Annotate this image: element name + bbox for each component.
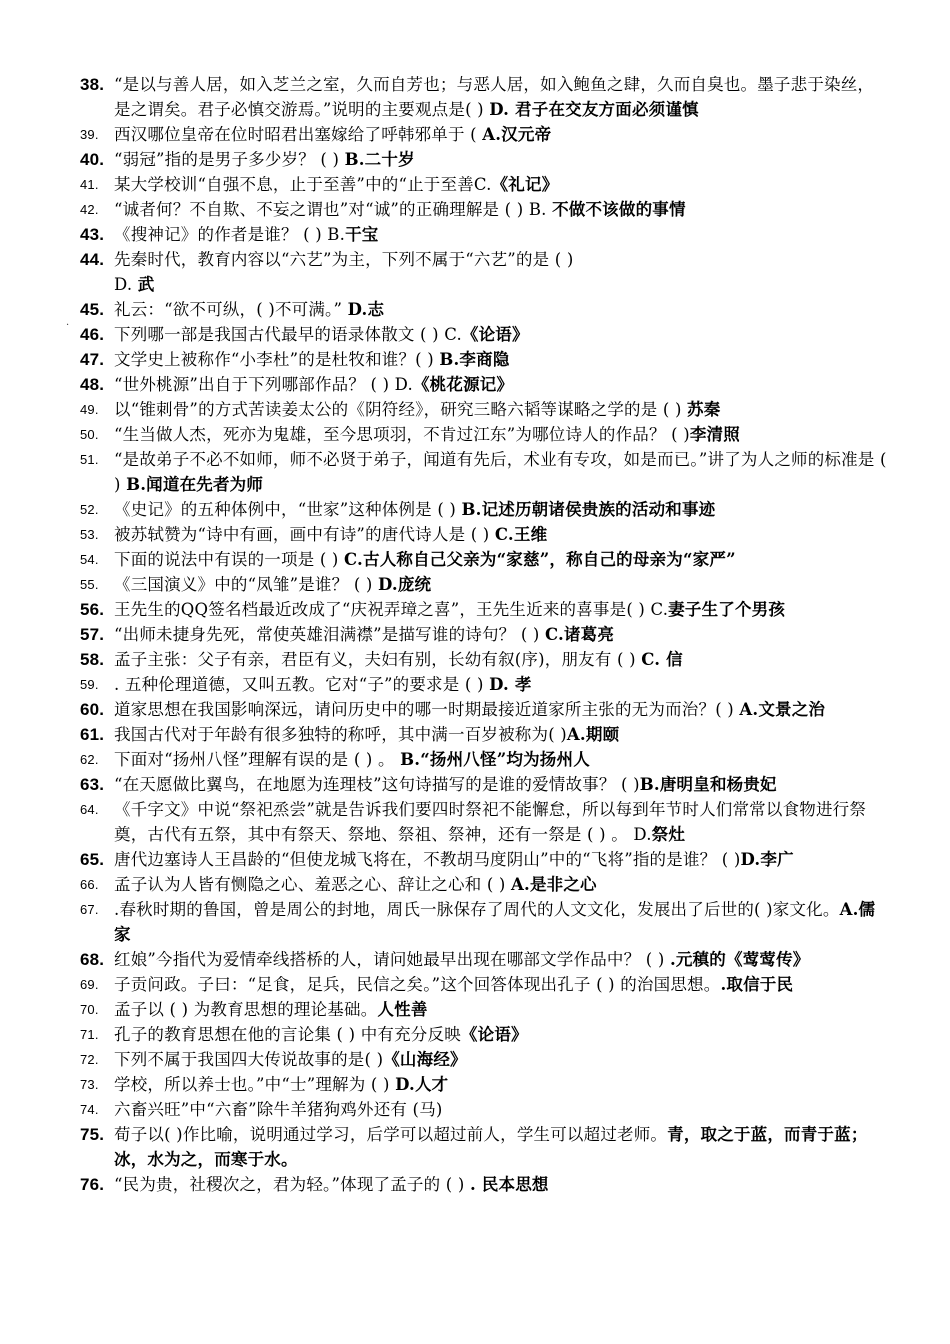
question-number: 68. bbox=[80, 950, 105, 969]
answer-text: A.期颐 bbox=[566, 725, 620, 744]
question-text: 先秦时代，教育内容以“六艺”为主，下列不属于“六艺”的是 ( ) bbox=[114, 250, 574, 269]
question-text: “出师未捷身先死，常使英雄泪满襟”是描写谁的诗句？ ( ) bbox=[114, 625, 545, 644]
question-item bbox=[0, 122, 950, 147]
answer-text: 《礼记》 bbox=[491, 175, 559, 194]
question-item bbox=[0, 372, 950, 397]
answer-text: A.儒家 bbox=[114, 900, 876, 944]
question-text: 六畜兴旺”中“六畜”除牛羊猪狗鸡外还有 (马) bbox=[114, 1100, 443, 1119]
question-item bbox=[0, 872, 950, 897]
question-item bbox=[0, 297, 950, 322]
question-text: 下面的说法中有误的一项是 ( ) bbox=[114, 550, 345, 569]
question-item bbox=[0, 972, 950, 997]
answer-text: 干宝 bbox=[345, 225, 379, 244]
question-text: 文学史上被称作“小李杜”的是杜牧和谁？( ) bbox=[114, 350, 440, 369]
question-text: .春秋时期的鲁国，曾是周公的封地，周氏一脉保存了周代的人文文化，发展出了后世的( )家文化。 bbox=[114, 900, 840, 919]
question-number: 51. bbox=[80, 452, 99, 467]
answer-text: D.志 bbox=[347, 300, 385, 319]
question-item bbox=[0, 797, 950, 847]
question-text: 西汉哪位皇帝在位时昭君出塞嫁给了呼韩邪单于 ( bbox=[114, 125, 483, 144]
answer-text: 武 bbox=[137, 275, 155, 294]
answer-text: 人性善 bbox=[377, 1000, 428, 1019]
question-item bbox=[0, 147, 950, 172]
question-text: “诚者何？不自欺、不妄之谓也”对“诚”的正确理解是 ( ) B. bbox=[114, 200, 553, 219]
question-number: 41. bbox=[80, 177, 99, 192]
question-text: “是以与善人居，如入芝兰之室，久而自芳也；与恶人居，如入鲍鱼之肆，久而自臭也。墨子悲于染丝，是之谓矣。君子必慎交游焉。”说明的主要观点是( ) bbox=[114, 75, 875, 119]
question-number: 76. bbox=[80, 1175, 105, 1194]
answer-text: D.人才 bbox=[395, 1075, 449, 1094]
question-item bbox=[0, 272, 950, 297]
question-number: 45. bbox=[80, 300, 105, 319]
question-number: 61. bbox=[80, 725, 105, 744]
answer-text: A.文景之治 bbox=[739, 700, 826, 719]
answer-text: 不做不该做的事情 bbox=[552, 200, 686, 219]
question-number: 75. bbox=[80, 1125, 105, 1144]
question-item bbox=[0, 1097, 950, 1122]
question-text: 《史记》的五种体例中，“世家”这种体例是 ( ) bbox=[114, 500, 462, 519]
question-item bbox=[0, 1072, 950, 1097]
question-item bbox=[0, 522, 950, 547]
question-item bbox=[0, 172, 950, 197]
question-text: D. bbox=[114, 275, 138, 294]
question-item bbox=[0, 847, 950, 872]
question-text: “是故弟子不必不如师，师不必贤于弟子，闻道有先后，术业有专攻，如是而已。”讲了为人之师的标准是 ( ) bbox=[114, 450, 887, 494]
question-text: 孟子认为人皆有恻隐之心、羞恶之心、辞让之心和 ( ) bbox=[114, 875, 512, 894]
question-number: 67. bbox=[80, 902, 99, 917]
question-number: 52. bbox=[80, 502, 99, 517]
answer-text: .元稹的《莺莺传》 bbox=[669, 950, 810, 969]
answer-text: B.记述历朝诸侯贵族的活动和事迹 bbox=[461, 500, 716, 519]
question-number: 63. bbox=[80, 775, 105, 794]
question-number: 71. bbox=[80, 1027, 99, 1042]
question-text: “在天愿做比翼鸟，在地愿为连理枝”这句诗描写的是谁的爱情故事？ ( ) bbox=[114, 775, 640, 794]
question-text: 下列不属于我国四大传说故事的是( ) bbox=[114, 1050, 384, 1069]
question-item bbox=[0, 247, 950, 272]
question-number: 65. bbox=[80, 850, 105, 869]
answer-text: C. 信 bbox=[641, 650, 683, 669]
question-item bbox=[0, 697, 950, 722]
answer-text: B.唐明皇和杨贵妃 bbox=[639, 775, 777, 794]
question-item bbox=[0, 547, 950, 572]
answer-text: .取信于民 bbox=[720, 975, 794, 994]
answer-text: D. 君子在交友方面必须谨慎 bbox=[489, 100, 699, 119]
question-number: 69. bbox=[80, 977, 99, 992]
question-item bbox=[0, 997, 950, 1022]
answer-text: B.“扬州八怪”均为扬州人 bbox=[400, 750, 590, 769]
question-list bbox=[0, 72, 950, 1197]
question-text: . 五种伦理道德，又叫五教。它对“子”的要求是 ( ) bbox=[114, 675, 490, 694]
question-text: 孟子以 ( ) 为教育思想的理论基础。 bbox=[114, 1000, 378, 1019]
question-number: 53. bbox=[80, 527, 99, 542]
question-item bbox=[0, 897, 950, 947]
question-text: 礼云：“欲不可纵，( )不可满。” bbox=[114, 300, 348, 319]
question-item bbox=[0, 947, 950, 972]
question-number: 48. bbox=[80, 375, 105, 394]
question-number: 55. bbox=[80, 577, 99, 592]
question-number: 58. bbox=[80, 650, 105, 669]
question-number: 39. bbox=[80, 127, 99, 142]
question-text: 孟子主张：父子有亲，君臣有义，夫妇有别，长幼有叙(序)，朋友有 ( ) bbox=[114, 650, 642, 669]
answer-text: 妻子生了个男孩 bbox=[668, 600, 786, 619]
question-item bbox=[0, 497, 950, 522]
question-number: 43. bbox=[80, 225, 105, 244]
question-item bbox=[0, 722, 950, 747]
question-text: “世外桃源”出自于下列哪部作品？ ( ) D. bbox=[114, 375, 413, 394]
question-item bbox=[0, 1047, 950, 1072]
answer-text: 祭灶 bbox=[651, 825, 686, 844]
question-text: 下面对“扬州八怪”理解有误的是 ( ) 。 bbox=[114, 750, 401, 769]
question-text: 《千字文》中说“祭祀烝尝”就是告诉我们要四时祭祀不能懈怠，所以每到年节时人们常常以食物进行祭奠，古代有五祭，其中有祭天、祭地、祭祖、祭神，还有一祭是 ( ) 。 D. bbox=[114, 800, 867, 844]
question-item bbox=[0, 1122, 950, 1172]
question-number: 38. bbox=[80, 75, 105, 94]
question-text: 红娘”今指代为爱情牵线搭桥的人，请问她最早出现在哪部文学作品中？ ( ) bbox=[114, 950, 670, 969]
answer-text: 《论语》 bbox=[461, 325, 529, 344]
question-number: 70. bbox=[80, 1002, 99, 1017]
question-number: 60. bbox=[80, 700, 105, 719]
answer-text: 青，取之于蓝，而青于蓝；冰，水为之，而寒于水。 bbox=[114, 1125, 868, 1169]
question-item bbox=[0, 647, 950, 672]
question-number: 64. bbox=[80, 802, 99, 817]
answer-text: . 民本思想 bbox=[469, 1175, 549, 1194]
question-item bbox=[0, 222, 950, 247]
question-text: 《三国演义》中的“凤雏”是谁？ ( ) bbox=[114, 575, 378, 594]
question-item bbox=[0, 322, 950, 347]
question-text: 荀子以( )作比喻，说明通过学习，后学可以超过前人，学生可以超过老师。 bbox=[114, 1125, 668, 1144]
question-text: 学校，所以养士也。”中“士”理解为 ( ) bbox=[114, 1075, 396, 1094]
question-text: 子贡问政。子曰：“足食，足兵，民信之矣。”这个回答体现出孔子 ( ) 的治国思想。 bbox=[114, 975, 721, 994]
question-number: 46. bbox=[80, 325, 105, 344]
answer-text: C.古人称自己父亲为“家慈”，称自己的母亲为“家严” bbox=[344, 550, 736, 569]
question-item bbox=[0, 397, 950, 422]
question-number: 59. bbox=[80, 677, 99, 692]
question-number: 47. bbox=[80, 350, 105, 369]
question-text: 被苏轼赞为“诗中有画，画中有诗”的唐代诗人是 ( ) bbox=[114, 525, 495, 544]
answer-text: 《论语》 bbox=[460, 1025, 528, 1044]
answer-text: C.诸葛亮 bbox=[544, 625, 615, 644]
question-text: “弱冠”指的是男子多少岁？ ( ) bbox=[114, 150, 345, 169]
question-number: 44. bbox=[80, 250, 105, 269]
question-text: 某大学校训“自强不息，止于至善”中的“止于至善C. bbox=[114, 175, 492, 194]
question-number: 73. bbox=[80, 1077, 99, 1092]
question-item bbox=[0, 597, 950, 622]
question-item bbox=[0, 422, 950, 447]
question-number: 40. bbox=[80, 150, 105, 169]
question-number: 72. bbox=[80, 1052, 99, 1067]
answer-text: 《桃花源记》 bbox=[412, 375, 514, 394]
answer-text: 苏秦 bbox=[687, 400, 721, 419]
question-number: 66. bbox=[80, 877, 99, 892]
question-text: 我国古代对于年龄有很多独特的称呼，其中满一百岁被称为( ) bbox=[114, 725, 567, 744]
question-item bbox=[0, 197, 950, 222]
question-number: 62. bbox=[80, 752, 99, 767]
answer-text: C.王维 bbox=[494, 525, 548, 544]
question-text: “民为贵，社稷次之，君为轻。”体现了孟子的 ( ) bbox=[114, 1175, 470, 1194]
answer-text: A.汉元帝 bbox=[482, 125, 552, 144]
answer-text: 《山海经》 bbox=[383, 1050, 467, 1069]
question-item bbox=[0, 1172, 950, 1197]
question-text: 《搜神记》的作者是谁？ ( ) B. bbox=[114, 225, 346, 244]
question-item bbox=[0, 572, 950, 597]
answer-text: D.庞统 bbox=[377, 575, 432, 594]
question-text: 道家思想在我国影响深远，请问历史中的哪一时期最接近道家所主张的无为而治？( ) bbox=[114, 700, 740, 719]
question-text: “生当做人杰，死亦为鬼雄，至今思项羽，不肯过江东”为哪位诗人的作品？ ( ) bbox=[114, 425, 690, 444]
question-item bbox=[0, 1022, 950, 1047]
question-item bbox=[0, 672, 950, 697]
question-number: 54. bbox=[80, 552, 99, 567]
question-text: 孔子的教育思想在他的言论集 ( ) 中有充分反映 bbox=[114, 1025, 461, 1044]
answer-text: A.是非之心 bbox=[511, 875, 597, 894]
question-number: 50. bbox=[80, 427, 99, 442]
answer-text: B.李商隐 bbox=[439, 350, 510, 369]
question-number: 57. bbox=[80, 625, 105, 644]
question-item bbox=[0, 747, 950, 772]
question-number: 74. bbox=[80, 1102, 99, 1117]
question-item bbox=[0, 622, 950, 647]
stray-dot: · bbox=[66, 320, 70, 331]
question-item bbox=[0, 347, 950, 372]
answer-text: D.李广 bbox=[740, 850, 794, 869]
question-item bbox=[0, 772, 950, 797]
answer-text: D. 孝 bbox=[489, 675, 532, 694]
question-number: 42. bbox=[80, 202, 99, 217]
answer-text: B.二十岁 bbox=[344, 150, 415, 169]
question-text: 王先生的QQ签名档最近改成了“庆祝弄璋之喜”，王先生近来的喜事是( ) C. bbox=[114, 600, 669, 619]
question-number: 49. bbox=[80, 402, 99, 417]
answer-text: 李清照 bbox=[689, 425, 740, 444]
answer-text: B.闻道在先者为师 bbox=[126, 475, 264, 494]
question-text: 唐代边塞诗人王昌龄的“但使龙城飞将在，不教胡马度阴山”中的“飞将”指的是谁？ ( ) bbox=[114, 850, 741, 869]
question-item bbox=[0, 447, 950, 497]
question-text: 下列哪一部是我国古代最早的语录体散文 ( ) C. bbox=[114, 325, 462, 344]
question-number: 56. bbox=[80, 600, 105, 619]
question-text: 以“锥刺骨”的方式苦读姜太公的《阴符经》，研究三略六韬等谋略之学的是 ( ) bbox=[114, 400, 688, 419]
question-item bbox=[0, 72, 950, 122]
